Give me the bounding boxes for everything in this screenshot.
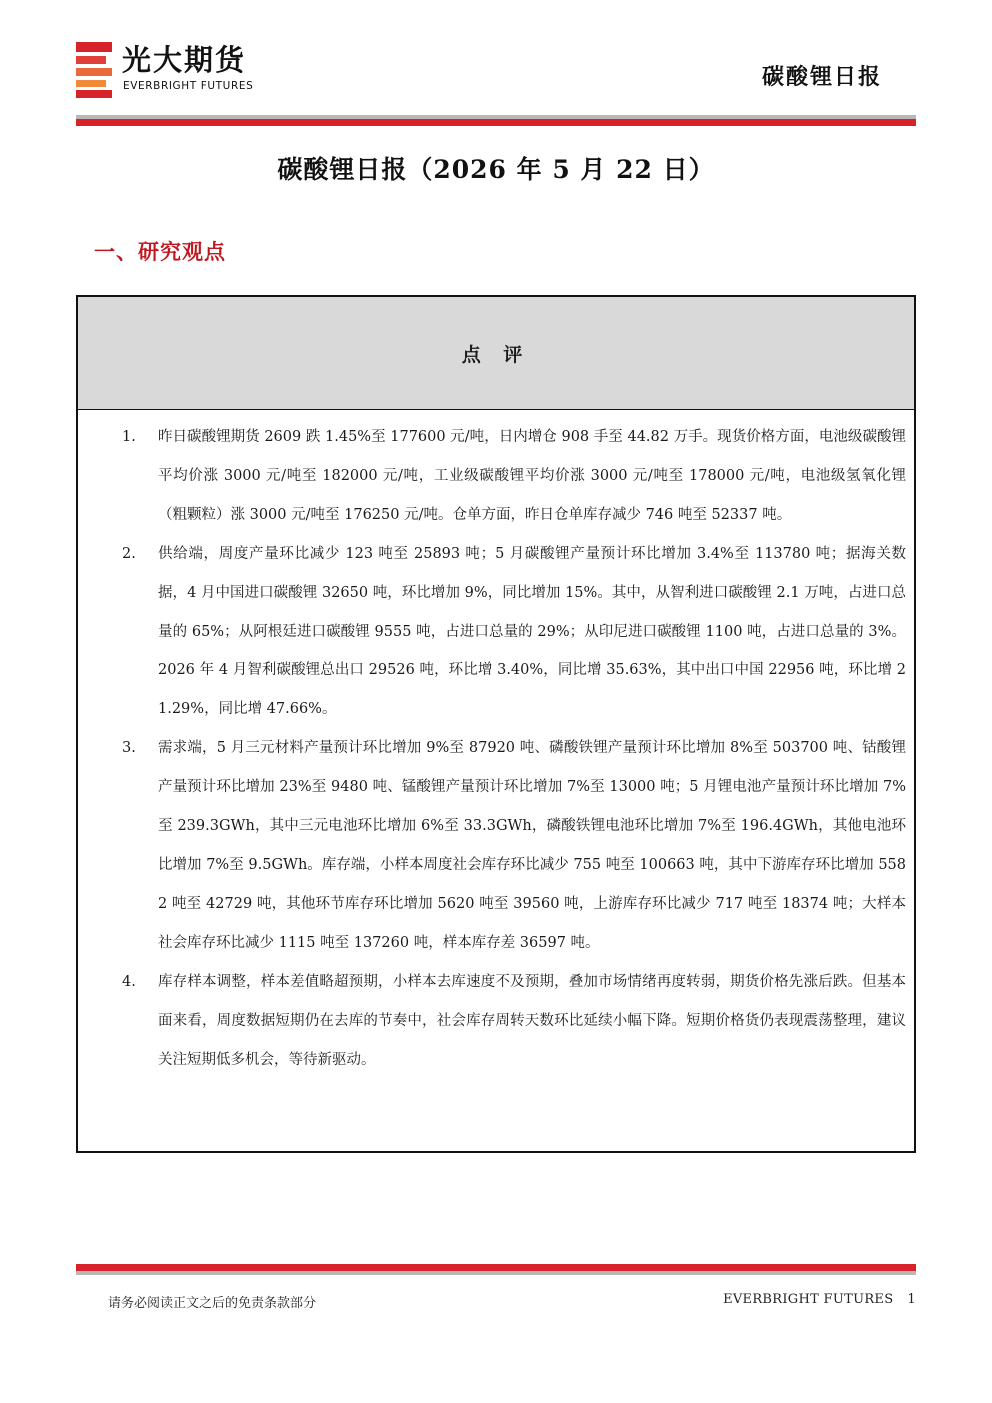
commentary-table xyxy=(76,295,916,1153)
list-item-number: 3. xyxy=(122,740,136,757)
report-name: 碳酸锂日报 xyxy=(761,65,882,90)
list-item-text: 需求端，5 月三元材料产量预计环比增加 9%至 87920 吨、磷酸铁锂产量预计环比增加 8%至 503700 吨、钴酸锂产量预计环比增加 23%至 9480 吨、锰酸锂产量预计环比增加 7%至 13000 吨；5 月锂电池产量预计环比增加 7%至 239.3GWh，其中三元电池环比增加 6%至 33.3GWh，磷酸铁锂电池环比增加 7%至 196.4GWh，其他电池环比增加 7%至 9.5GWh。库存端，小样本周度社会库存环比减少 755 吨至 100663 吨，其中下游库存环比增加 5582 吨至 42729 吨，其他环节库存环比增加 5620 吨至 39560 吨，上游库存环比减少 717 吨至 18374 吨；大样本社会库存环比减少 1115 吨至 137260 吨，样本库存差 36597 吨。 xyxy=(158,740,906,951)
document-title: 碳酸锂日报（2026 年 5 月 22 日） xyxy=(277,155,715,184)
footer-divider-red xyxy=(76,1264,916,1271)
footer-brand: EVERBRIGHT FUTURES xyxy=(723,1292,894,1307)
header-divider-red xyxy=(76,119,916,126)
logo-text-cn: 光大期货 xyxy=(122,43,247,77)
footer-divider-grey xyxy=(76,1271,916,1275)
commentary-list xyxy=(78,410,914,1079)
logo-text-en: EVERBRIGHT FUTURES xyxy=(123,80,254,92)
section-heading: 一、研究观点 xyxy=(94,240,226,264)
footer-right xyxy=(723,1292,916,1307)
commentary-table-header: 点 评 xyxy=(78,297,914,410)
list-item-text: 库存样本调整，样本差值略超预期，小样本去库速度不及预期，叠加市场情绪再度转弱，期货价格先涨后跌。但基本面来看，周度数据短期仍在去库的节奏中，社会库存周转天数环比延续小幅下降。短期价格货仍表现震荡整理，建议关注短期低多机会，等待新驱动。 xyxy=(158,973,906,1068)
list-item-number: 4. xyxy=(122,973,136,990)
list-item xyxy=(78,729,914,962)
list-item xyxy=(78,963,914,1080)
list-item-text: 昨日碳酸锂期货 2609 跌 1.45%至 177600 元/吨，日内增仓 908 手至 44.82 万手。现货价格方面，电池级碳酸锂平均价涨 3000 元/吨至 182000 元/吨，工业级碳酸锂平均价涨 3000 元/吨至 178000 元/吨，电池级氢氧化锂（粗颗粒）涨 3000 元/吨至 176250 元/吨。仓单方面，昨日仓单库存减少 746 吨至 52337 吨。 xyxy=(158,429,906,523)
everbright-logo-icon xyxy=(76,42,112,98)
list-item-number: 1. xyxy=(122,429,136,445)
company-logo xyxy=(76,42,316,102)
list-item-number: 2. xyxy=(122,545,136,562)
list-item xyxy=(78,535,914,730)
page-number: 1 xyxy=(907,1292,916,1307)
list-item-text: 供给端，周度产量环比减少 123 吨至 25893 吨；5 月碳酸锂产量预计环比增加 3.4%至 113780 吨；据海关数据，4 月中国进口碳酸锂 32650 吨，环比增加 9%，同比增加 15%。其中，从智利进口碳酸锂 2.1 万吨，占进口总量的 65%；从阿根廷进口碳酸锂 9555 吨，占进口总量的 29%；从印尼进口碳酸锂 1100 吨，占进口总量的 3%。2026 年 4 月智利碳酸锂总出口 29526 吨，环比增 3.40%，同比增 35.63%，其中出口中国 22956 吨，环比增 21.29%，同比增 47.66%。 xyxy=(158,545,906,718)
footer-disclaimer: 请务必阅读正文之后的免责条款部分 xyxy=(108,1296,317,1311)
list-item xyxy=(78,418,914,535)
